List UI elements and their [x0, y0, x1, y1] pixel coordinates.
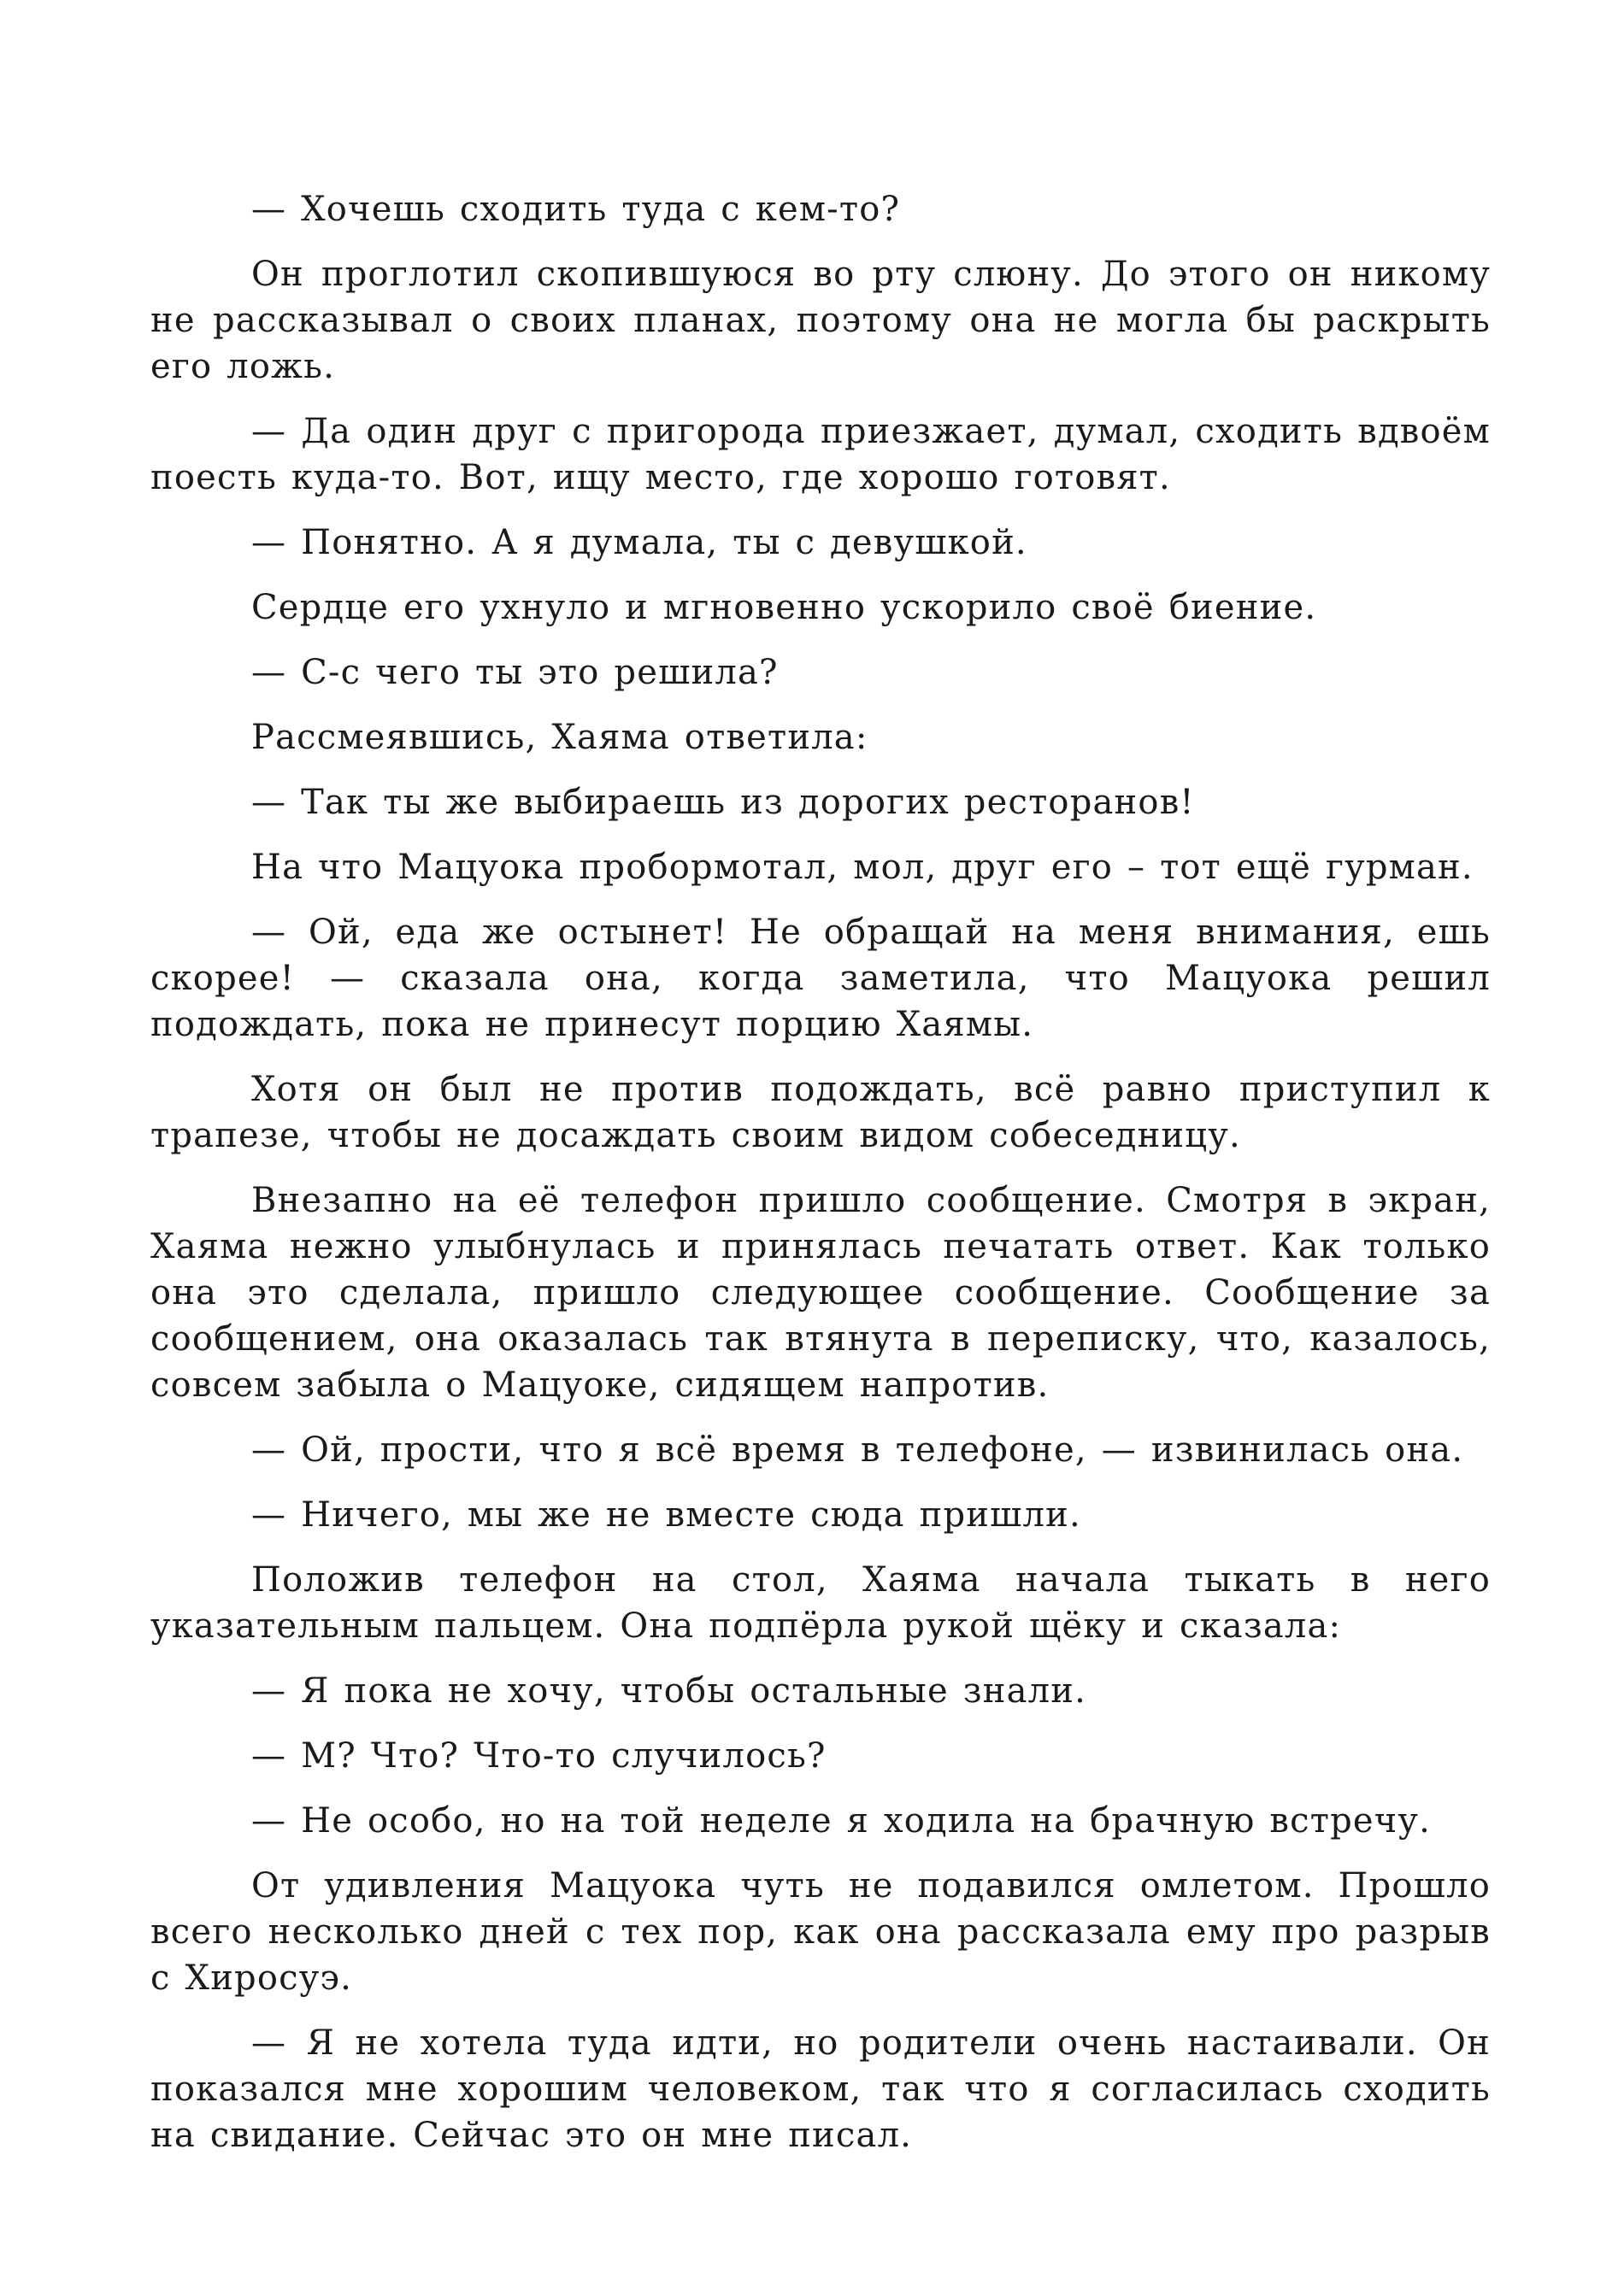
paragraph: — Ничего, мы же не вместе сюда пришли. [251, 1495, 1081, 1535]
paragraph: Он проглотил скопившуюся во рту слюну. До этого он никому не рассказывал о своих планах, поэтому она не могла бы раскрыть его ложь. [150, 255, 1491, 386]
paragraph: — Ой, еда же остынет! Не обращай на меня внимания, ешь скорее! — сказала она, когда заметила, что Мацуока решил подождать, пока не принесут порцию Хаямы. [150, 913, 1491, 1044]
paragraph: Хотя он был не против подождать, всё равно приступил к трапезе, чтобы не досаждать своим видом собеседницу. [150, 1070, 1491, 1155]
paragraph: — Понятно. А я думала, ты с девушкой. [251, 523, 1027, 562]
paragraph: — Так ты же выбираешь из дорогих ресторанов! [251, 783, 1195, 822]
paragraph: Положив телефон на стол, Хаяма начала тыкать в него указательным пальцем. Она подпёрла рукой щёку и сказала: [150, 1560, 1491, 1646]
paragraph: — М? Что? Что-то случилось? [251, 1736, 827, 1776]
paragraph: — С-с чего ты это решила? [251, 653, 779, 692]
paragraph: Сердце его ухнуло и мгновенно ускорило своё биение. [251, 588, 1317, 627]
paragraph: — Не особо, но на той неделе я ходила на брачную встречу. [251, 1801, 1432, 1841]
paragraph: Рассмеявшись, Хаяма ответила: [251, 718, 868, 757]
paragraph: — Я не хотела туда идти, но родители очень настаивали. Он показался мне хорошим человеком, так что я согласилась сходить на свидание. Сейчас это он мне писал. [150, 2023, 1491, 2155]
paragraph: На что Мацуока пробормотал, мол, друг его – тот ещё гурман. [251, 848, 1474, 887]
paragraph: — Я пока не хочу, чтобы остальные знали. [251, 1671, 1087, 1711]
paragraph: — Да один друг с пригорода приезжает, думал, сходить вдвоём поесть куда-то. Вот, ищу место, где хорошо готовят. [150, 412, 1491, 497]
paragraph: От удивления Мацуока чуть не подавился омлетом. Прошло всего несколько дней с тех пор, как она рассказала ему про разрыв с Хиросуэ. [150, 1866, 1491, 1998]
paragraph: Внезапно на её телефон пришло сообщение. Смотря в экран, Хаяма нежно улыбнулась и принялась печатать ответ. Как только она это сделала, пришло следующее сообщение. Сообщение за сообщением, она оказалась так втянута в переписку, что, казалось, совсем забыла о Мацуоке, сидящем напротив. [150, 1181, 1491, 1405]
body-text [150, 186, 1491, 2177]
paragraph: — Хочешь сходить туда с кем-то? [251, 190, 901, 229]
paragraph: — Ой, прости, что я всё время в телефоне, — извинилась она. [251, 1430, 1464, 1470]
